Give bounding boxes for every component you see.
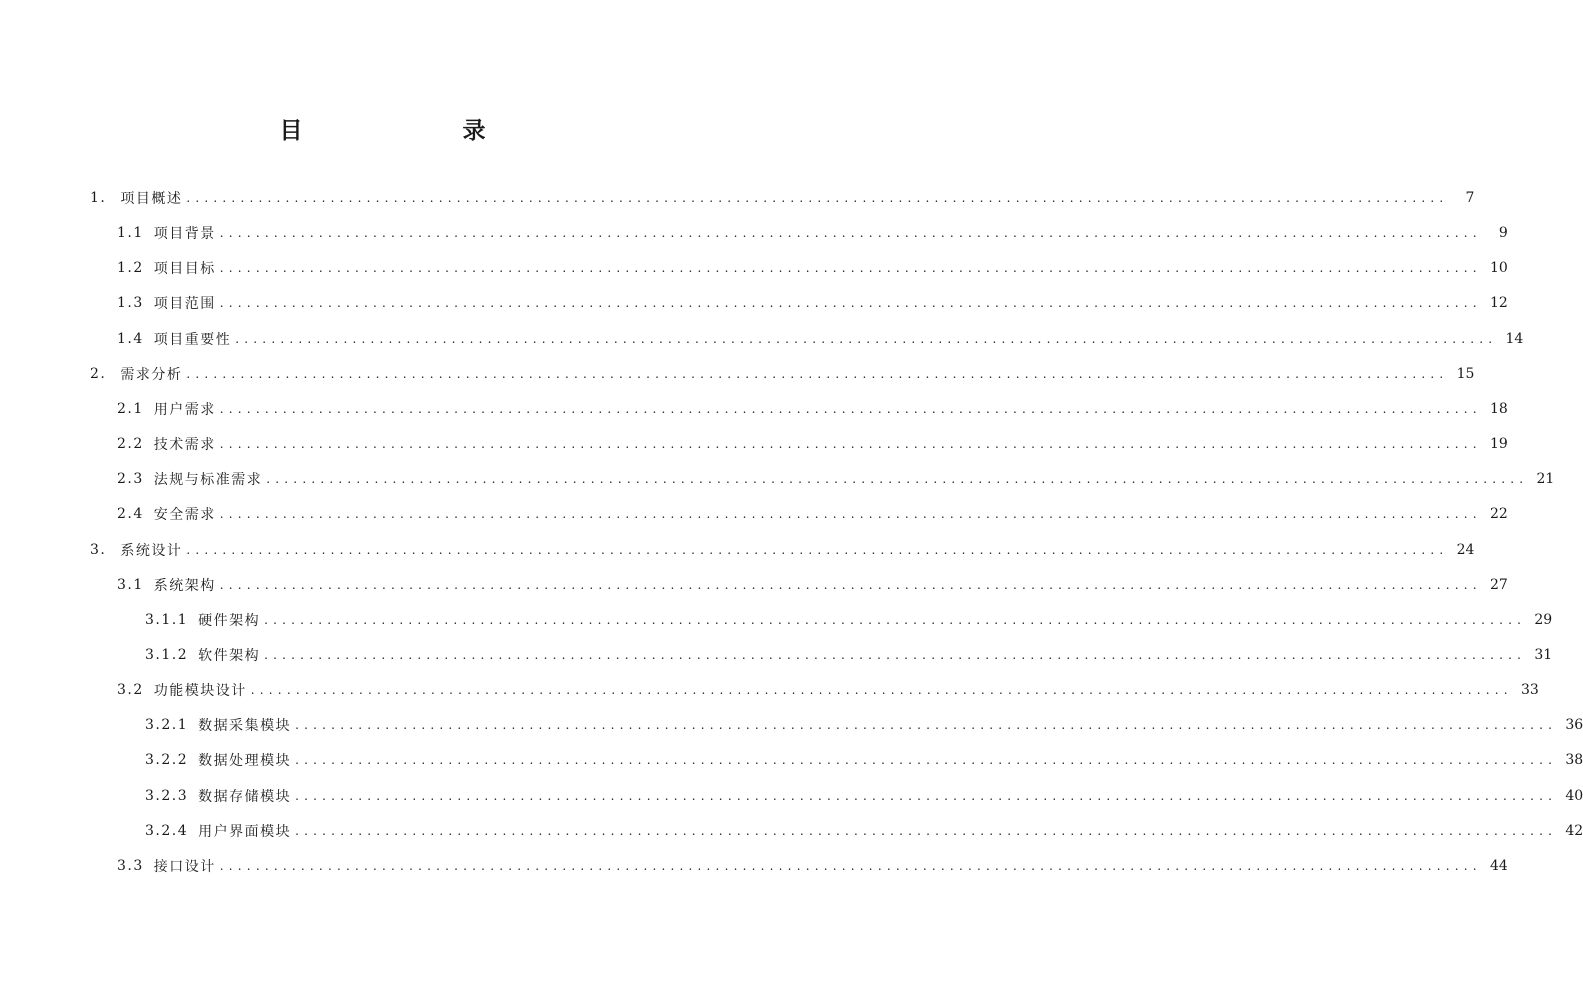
toc-entry-number: 3.1.2 — [145, 646, 189, 663]
dot-leader: ............................................................................................................................................ — [219, 437, 1482, 452]
toc-entry-title: 项目范围 — [153, 296, 216, 313]
toc-entry[interactable] — [117, 503, 1508, 525]
toc-entry-page-number: 44 — [1489, 857, 1508, 874]
toc-entry-page-number: 12 — [1489, 295, 1508, 312]
toc-entry-page-number: 22 — [1489, 506, 1508, 523]
dot-leader: ............................................................................................................................................ — [186, 366, 1449, 381]
dot-leader: ............................................................................................................................................ — [219, 296, 1482, 311]
toc-entry-page-number: 38 — [1565, 752, 1583, 769]
toc-entry[interactable] — [90, 539, 1475, 561]
dot-leader: ............................................................................................................................................ — [266, 472, 1529, 487]
dot-leader: ............................................................................................................................................ — [186, 191, 1449, 205]
toc-entry-number: 3. — [90, 541, 107, 558]
toc-entry-title: 系统架构 — [153, 577, 216, 594]
dot-leader: ............................................................................................................................................ — [295, 788, 1558, 803]
toc-entry[interactable] — [117, 398, 1508, 420]
dot-leader: ............................................................................................................................................ — [219, 577, 1482, 592]
toc-entry-number: 3.2 — [117, 682, 144, 699]
toc-entry-page-number: 18 — [1489, 400, 1508, 417]
toc-entry[interactable] — [90, 363, 1475, 385]
toc-entry[interactable] — [117, 468, 1555, 490]
toc-entry-page-number: 9 — [1498, 225, 1508, 242]
toc-entry[interactable] — [145, 820, 1583, 842]
toc-entry-number: 2. — [90, 365, 107, 382]
toc-entry-title: 用户界面模块 — [198, 823, 292, 840]
toc-entry-number: 3.2.1 — [145, 717, 189, 734]
toc-entry-page-number: 7 — [1465, 190, 1475, 206]
toc-entry[interactable] — [145, 714, 1583, 736]
dot-leader: ............................................................................................................................................ — [219, 226, 1482, 241]
toc-entry[interactable] — [145, 609, 1553, 631]
dot-leader: ............................................................................................................................................ — [219, 858, 1482, 873]
dot-leader: ............................................................................................................................................ — [264, 647, 1527, 662]
toc-entry-title: 法规与标准需求 — [153, 472, 263, 489]
dot-leader: ............................................................................................................................................ — [186, 542, 1449, 557]
toc-entry[interactable] — [117, 433, 1508, 455]
toc-entry-number: 3.2.4 — [145, 822, 189, 839]
toc-entry-title: 安全需求 — [153, 507, 216, 524]
toc-entry-title: 功能模块设计 — [153, 683, 247, 700]
toc-entry-number: 1.4 — [117, 330, 144, 347]
toc-entry-number: 2.4 — [117, 506, 144, 523]
toc-entry[interactable] — [117, 855, 1508, 877]
toc-entry[interactable] — [117, 679, 1539, 701]
toc-entry-page-number: 14 — [1505, 330, 1524, 347]
toc-entry-page-number: 27 — [1489, 576, 1508, 593]
dot-leader: ............................................................................................................................................ — [295, 753, 1558, 768]
toc-entry-page-number: 21 — [1536, 471, 1555, 488]
toc-entry-title: 数据采集模块 — [198, 718, 292, 735]
toc-entry-title: 技术需求 — [153, 437, 216, 454]
toc-entry-page-number: 15 — [1456, 365, 1475, 382]
toc-entry-title: 项目重要性 — [153, 331, 232, 348]
toc-entry-page-number: 10 — [1489, 260, 1508, 277]
toc-entry-page-number: 40 — [1565, 787, 1583, 804]
toc-title: 目 录 — [279, 118, 524, 144]
toc-entry-title: 项目目标 — [153, 261, 216, 278]
toc-entry-page-number: 19 — [1489, 436, 1508, 453]
toc-entry[interactable] — [117, 292, 1508, 314]
dot-leader: ............................................................................................................................................ — [235, 331, 1498, 346]
toc-entry[interactable] — [145, 749, 1583, 771]
toc-entry-page-number: 29 — [1534, 611, 1553, 628]
toc-entry[interactable] — [145, 785, 1583, 807]
toc-entry-title: 项目背景 — [153, 226, 216, 243]
toc-entry-number: 1. — [90, 190, 107, 206]
toc-entry-title: 软件架构 — [198, 647, 261, 664]
toc-entry-number: 3.3 — [117, 857, 144, 874]
toc-entry-page-number: 33 — [1520, 682, 1539, 699]
toc-entry-title: 系统设计 — [120, 542, 183, 559]
toc-entry-title: 用户需求 — [153, 401, 216, 418]
toc-entry-title: 接口设计 — [153, 858, 216, 875]
toc-entry-title: 数据处理模块 — [198, 753, 292, 770]
toc-entry[interactable] — [117, 222, 1508, 244]
toc-entry[interactable] — [145, 644, 1553, 666]
toc-entry[interactable] — [90, 187, 1475, 209]
toc-entry[interactable] — [117, 574, 1508, 596]
toc-entry-number: 1.1 — [117, 225, 144, 242]
toc-entry-title: 项目概述 — [120, 191, 183, 207]
toc-entry-title: 需求分析 — [120, 366, 183, 383]
toc-entry-page-number: 31 — [1534, 646, 1553, 663]
toc-entry-number: 3.2.3 — [145, 787, 189, 804]
toc-entry-page-number: 24 — [1456, 541, 1475, 558]
toc-entry-page-number: 36 — [1565, 717, 1583, 734]
dot-leader: ............................................................................................................................................ — [219, 261, 1482, 276]
toc-entry-page-number: 42 — [1565, 822, 1583, 839]
toc-entry-title: 硬件架构 — [198, 612, 261, 629]
dot-leader: ............................................................................................................................................ — [295, 718, 1558, 733]
toc-entry-number: 2.3 — [117, 471, 144, 488]
dot-leader: ............................................................................................................................................ — [264, 612, 1527, 627]
dot-leader: ............................................................................................................................................ — [250, 683, 1513, 698]
dot-leader: ............................................................................................................................................ — [219, 401, 1482, 416]
toc-entry-number: 3.2.2 — [145, 752, 189, 769]
toc-entry-number: 1.3 — [117, 295, 144, 312]
toc-entry[interactable] — [117, 257, 1508, 279]
toc-entry-number: 3.1 — [117, 576, 144, 593]
toc-entry[interactable] — [117, 328, 1524, 350]
toc-entry-number: 2.2 — [117, 436, 144, 453]
toc-entry-number: 2.1 — [117, 400, 144, 417]
toc-entry-number: 1.2 — [117, 260, 144, 277]
dot-leader: ............................................................................................................................................ — [219, 507, 1482, 522]
toc-entry-number: 3.1.1 — [145, 611, 189, 628]
dot-leader: ............................................................................................................................................ — [295, 823, 1558, 838]
toc-entry-title: 数据存储模块 — [198, 788, 292, 805]
